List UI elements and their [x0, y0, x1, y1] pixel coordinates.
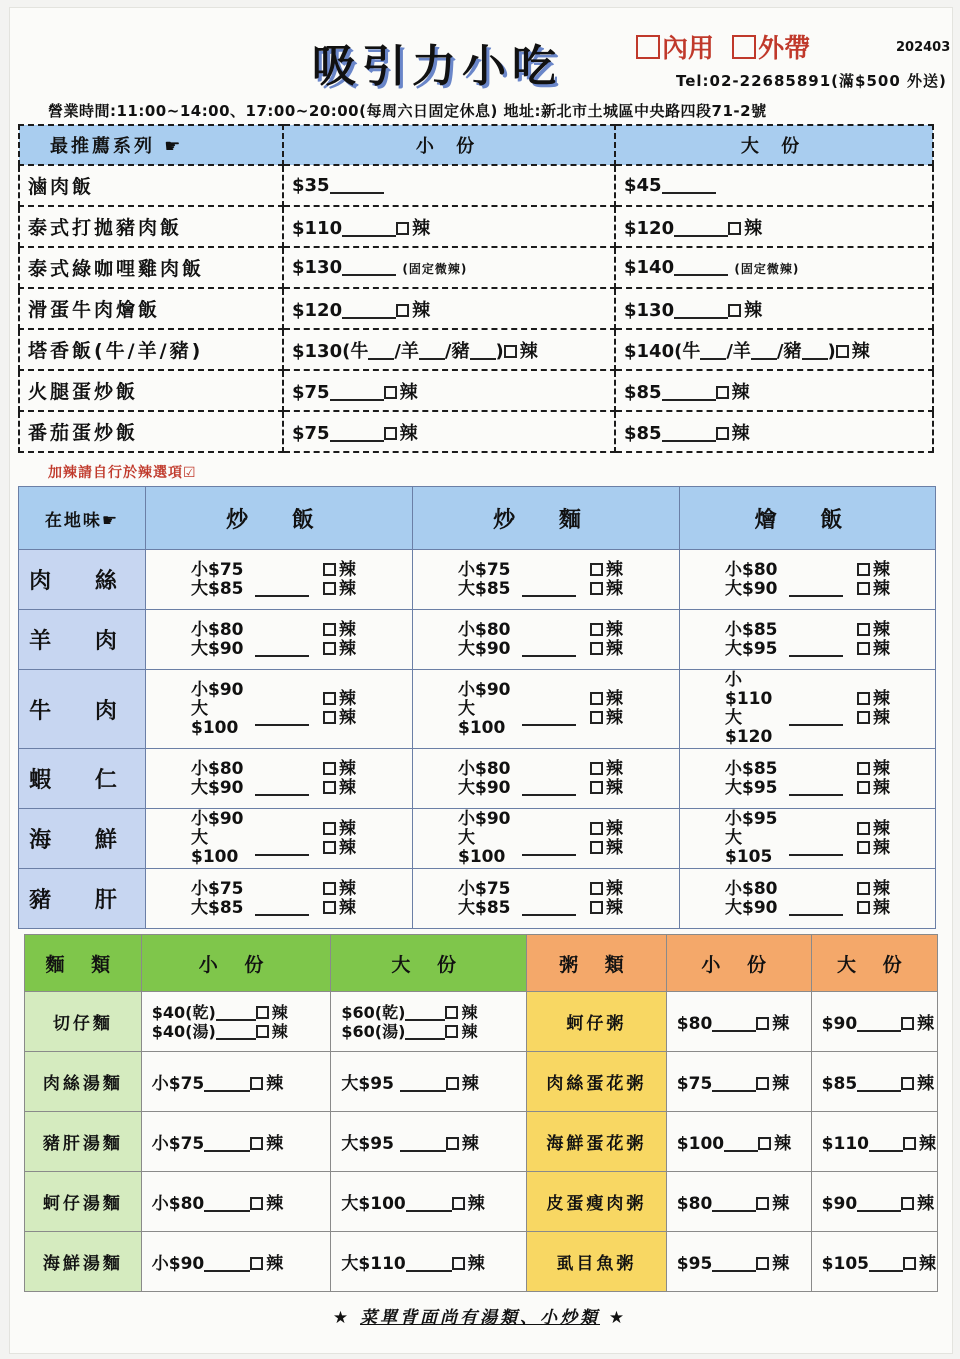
- qty-line[interactable]: [330, 383, 384, 401]
- spicy-checkbox[interactable]: [590, 623, 603, 636]
- spicy-checkbox[interactable]: [590, 882, 603, 895]
- congee-large: $85 辣: [811, 1052, 937, 1112]
- menu-code: 202403: [896, 40, 951, 55]
- dish-name: 泰式打拋豬肉飯: [19, 206, 283, 247]
- spicy-checkbox[interactable]: [590, 822, 603, 835]
- spicy-checkbox[interactable]: [857, 762, 870, 775]
- star-icon: ★: [608, 1308, 628, 1328]
- table-row: [25, 992, 938, 1052]
- spicy-checkbox[interactable]: [857, 781, 870, 794]
- qty-line[interactable]: [216, 1003, 256, 1021]
- local-price-cell: 小$90 大$100 辣 辣: [413, 670, 680, 749]
- spicy-checkbox[interactable]: [590, 582, 603, 595]
- spicy-checkbox[interactable]: [756, 1197, 769, 1210]
- qty-line[interactable]: [789, 822, 843, 856]
- qty-line[interactable]: [330, 424, 384, 442]
- spicy-checkbox[interactable]: [901, 1197, 914, 1210]
- noodle-small: 小$75 辣: [141, 1112, 331, 1172]
- local-dish-name: 豬 肝: [19, 869, 146, 929]
- dine-in-label: 內用: [662, 34, 715, 64]
- congee-small: $80 辣: [666, 992, 811, 1052]
- qty-line[interactable]: [204, 1074, 250, 1092]
- local-price-cell: 小$80 大$90 辣 辣: [146, 610, 413, 670]
- spicy-checkbox[interactable]: [756, 1257, 769, 1270]
- spicy-checkbox[interactable]: [857, 711, 870, 724]
- noodle-header: 麵 類: [25, 935, 142, 992]
- qty-line[interactable]: [712, 1194, 756, 1212]
- local-price-cell: 小$85 大$95 辣 辣: [680, 749, 936, 809]
- noodle-name: 肉絲湯麵: [25, 1052, 142, 1112]
- qty-line[interactable]: [869, 1134, 903, 1152]
- takeout-label: 外帶: [758, 34, 811, 64]
- spicy-checkbox[interactable]: [590, 711, 603, 724]
- qty-line[interactable]: [789, 623, 843, 657]
- spicy-checkbox[interactable]: [590, 692, 603, 705]
- local-price-cell: 小$75 大$85 辣 辣: [146, 550, 413, 610]
- noodle-small: 小$90 辣: [141, 1232, 331, 1292]
- spicy-checkbox[interactable]: [857, 582, 870, 595]
- table-row: [19, 165, 933, 206]
- qty-line[interactable]: [522, 623, 576, 657]
- business-hours: 營業時間:11:00~14:00、17:00~20:00(每周六日固定休息) 地址:新北市土城區中央路四段71-2號: [48, 102, 767, 120]
- qty-line[interactable]: [802, 342, 828, 360]
- noodle-large: 大$110 辣: [331, 1232, 527, 1292]
- qty-line[interactable]: [368, 342, 394, 360]
- noodle-large: $60(乾) 辣 $60(湯) 辣: [331, 992, 527, 1052]
- noodle-name: 蚵仔湯麵: [25, 1172, 142, 1232]
- qty-line[interactable]: [419, 342, 445, 360]
- congee-small: $75 辣: [666, 1052, 811, 1112]
- spicy-checkbox[interactable]: [903, 1257, 916, 1270]
- spicy-checkbox[interactable]: [250, 1137, 263, 1150]
- qty-line[interactable]: [662, 424, 716, 442]
- noodle-large: 大$100 辣: [331, 1172, 527, 1232]
- local-price-cell: 小$110 大$120 辣 辣: [680, 670, 936, 749]
- large-price: $45: [615, 165, 933, 206]
- local-price-cell: 小$95 大$105 辣 辣: [680, 809, 936, 869]
- qty-line[interactable]: [522, 822, 576, 856]
- spicy-checkbox[interactable]: [323, 692, 336, 705]
- spicy-checkbox[interactable]: [323, 822, 336, 835]
- small-price: $75 辣: [283, 370, 615, 411]
- table-row: [19, 206, 933, 247]
- dine-in-checkbox[interactable]: [636, 35, 660, 59]
- table-row: [25, 1172, 938, 1232]
- noodle-small: 小$80 辣: [141, 1172, 331, 1232]
- qty-line[interactable]: [330, 176, 384, 194]
- local-price-cell: 小$90 大$100 辣 辣: [146, 670, 413, 749]
- spicy-checkbox[interactable]: [836, 345, 849, 358]
- qty-line[interactable]: [522, 692, 576, 726]
- takeout-checkbox[interactable]: [732, 35, 756, 59]
- small-price: $130(牛 /羊 /豬 ) 辣: [283, 329, 615, 370]
- congee-large: $110 辣: [811, 1112, 937, 1172]
- local-table: [18, 486, 936, 929]
- local-price-cell: 小$85 大$95 辣 辣: [680, 610, 936, 670]
- spicy-checkbox[interactable]: [323, 781, 336, 794]
- spicy-checkbox[interactable]: [384, 427, 397, 440]
- qty-line[interactable]: [674, 258, 728, 276]
- spicy-checkbox[interactable]: [250, 1257, 263, 1270]
- qty-line[interactable]: [522, 762, 576, 796]
- spicy-checkbox[interactable]: [728, 304, 741, 317]
- qty-line[interactable]: [255, 563, 309, 597]
- congee-small: $80 辣: [666, 1172, 811, 1232]
- congee-name: 皮蛋瘦肉粥: [527, 1172, 667, 1232]
- large-price: $130 辣: [615, 288, 933, 329]
- spicy-checkbox[interactable]: [452, 1257, 465, 1270]
- dish-name: 滷肉飯: [19, 165, 283, 206]
- spicy-checkbox[interactable]: [323, 841, 336, 854]
- fried-rice-header: 炒 飯: [146, 487, 413, 550]
- spicy-checkbox[interactable]: [590, 901, 603, 914]
- qty-line[interactable]: [700, 342, 726, 360]
- spicy-checkbox[interactable]: [323, 711, 336, 724]
- restaurant-title: 吸引力小吃: [312, 41, 562, 92]
- congee-small: $100 辣: [666, 1112, 811, 1172]
- spicy-checkbox[interactable]: [901, 1077, 914, 1090]
- spicy-checkbox[interactable]: [256, 1006, 269, 1019]
- local-price-cell: 小$80 大$90 辣 辣: [413, 610, 680, 670]
- table-row: [19, 670, 936, 749]
- table-row: [25, 1052, 938, 1112]
- dish-name: 滑蛋牛肉燴飯: [19, 288, 283, 329]
- small-price: $35: [283, 165, 615, 206]
- congee-name: 虱目魚粥: [527, 1232, 667, 1292]
- qty-line[interactable]: [255, 762, 309, 796]
- noodle-large: 大$95 辣: [331, 1112, 527, 1172]
- congee-name: 蚵仔粥: [527, 992, 667, 1052]
- large-price: $140(牛 /羊 /豬 ) 辣: [615, 329, 933, 370]
- spicy-checkbox[interactable]: [857, 642, 870, 655]
- footer-note: [0, 1303, 960, 1328]
- local-price-cell: 小$75 大$85 辣 辣: [413, 869, 680, 929]
- small-price: $75 辣: [283, 411, 615, 452]
- congee-small: $95 辣: [666, 1232, 811, 1292]
- dish-name: 火腿蛋炒飯: [19, 370, 283, 411]
- local-price-cell: 小$75 大$85 辣 辣: [413, 550, 680, 610]
- spicy-checkbox[interactable]: [857, 901, 870, 914]
- spicy-checkbox[interactable]: [758, 1137, 771, 1150]
- local-header: 在地味☛: [19, 487, 146, 550]
- spicy-checkbox[interactable]: [716, 386, 729, 399]
- congee-name: 肉絲蛋花粥: [527, 1052, 667, 1112]
- table-row: [19, 809, 936, 869]
- local-dish-name: 海 鮮: [19, 809, 146, 869]
- table-header: [25, 935, 938, 992]
- star-icon: ★: [332, 1308, 352, 1328]
- congee-small-header: 小 份: [666, 935, 811, 992]
- large-price: $140 (固定微辣): [615, 247, 933, 288]
- qty-line[interactable]: [789, 882, 843, 916]
- pointing-hand-icon: ☛: [101, 510, 120, 531]
- spicy-checkbox[interactable]: [323, 762, 336, 775]
- footer-text: 菜單背面尚有湯類、小炒類: [360, 1308, 600, 1328]
- qty-line[interactable]: [204, 1254, 250, 1272]
- dish-name: 泰式綠咖哩雞肉飯: [19, 247, 283, 288]
- spicy-note: 加辣請自行於辣選項☑: [48, 465, 197, 481]
- local-price-cell: 小$75 大$85 辣 辣: [146, 869, 413, 929]
- dish-name: 塔香飯(牛/羊/豬): [19, 329, 283, 370]
- qty-line[interactable]: [255, 822, 309, 856]
- spicy-checkbox[interactable]: [396, 222, 409, 235]
- qty-line[interactable]: [712, 1074, 756, 1092]
- local-price-cell: 小$90 大$100 辣 辣: [413, 809, 680, 869]
- large-price: $120 辣: [615, 206, 933, 247]
- qty-line[interactable]: [662, 176, 716, 194]
- spicy-checkbox[interactable]: [445, 1006, 458, 1019]
- qty-line[interactable]: [405, 1003, 445, 1021]
- qty-line[interactable]: [255, 623, 309, 657]
- large-header: 大 份: [615, 125, 933, 165]
- table-row: [19, 550, 936, 610]
- small-header: 小 份: [283, 125, 615, 165]
- qty-line[interactable]: [857, 1014, 901, 1032]
- qty-line[interactable]: [869, 1254, 903, 1272]
- qty-line[interactable]: [216, 1022, 256, 1040]
- spicy-checkbox[interactable]: [901, 1017, 914, 1030]
- spicy-checkbox[interactable]: [250, 1197, 263, 1210]
- qty-line[interactable]: [405, 1022, 445, 1040]
- spicy-checkbox[interactable]: [323, 901, 336, 914]
- spicy-checkbox[interactable]: [857, 692, 870, 705]
- local-price-cell: 小$80 大$90 辣 辣: [680, 869, 936, 929]
- noodle-small-header: 小 份: [141, 935, 331, 992]
- qty-line[interactable]: [789, 762, 843, 796]
- table-row: [19, 370, 933, 411]
- spicy-checkbox[interactable]: [250, 1077, 263, 1090]
- spicy-checkbox[interactable]: [857, 623, 870, 636]
- telephone: Tel:02-22685891(滿$500 外送): [676, 72, 947, 90]
- small-price: $120 辣: [283, 288, 615, 329]
- table-header: [19, 487, 936, 550]
- table-row: [19, 610, 936, 670]
- table-row: [19, 288, 933, 329]
- table-row: [25, 1112, 938, 1172]
- qty-line[interactable]: [400, 1074, 446, 1092]
- local-dish-name: 羊 肉: [19, 610, 146, 670]
- local-dish-name: 肉 絲: [19, 550, 146, 610]
- congee-large: $90 辣: [811, 1172, 937, 1232]
- table-row: [25, 1232, 938, 1292]
- noodle-large: 大$95 辣: [331, 1052, 527, 1112]
- spicy-checkbox[interactable]: [590, 781, 603, 794]
- spicy-checkbox[interactable]: [716, 427, 729, 440]
- qty-line[interactable]: [204, 1194, 250, 1212]
- qty-line[interactable]: [255, 882, 309, 916]
- large-price: $85 辣: [615, 411, 933, 452]
- recommended-header: 最推薦系列 ☛: [19, 125, 283, 165]
- large-price: $85 辣: [615, 370, 933, 411]
- spicy-checkbox[interactable]: [857, 882, 870, 895]
- local-price-cell: 小$80 大$90 辣 辣: [146, 749, 413, 809]
- qty-line[interactable]: [400, 1134, 446, 1152]
- noodle-name: 切仔麵: [25, 992, 142, 1052]
- spicy-checkbox[interactable]: [446, 1137, 459, 1150]
- congee-large-header: 大 份: [811, 935, 937, 992]
- local-price-cell: 小$80 大$90 辣 辣: [413, 749, 680, 809]
- qty-line[interactable]: [724, 1134, 758, 1152]
- table-row: [19, 869, 936, 929]
- spicy-checkbox[interactable]: [446, 1077, 459, 1090]
- local-dish-name: 蝦 仁: [19, 749, 146, 809]
- local-price-cell: 小$90 大$100 辣 辣: [146, 809, 413, 869]
- table-row: [19, 329, 933, 370]
- small-price: $110 辣: [283, 206, 615, 247]
- spicy-checkbox[interactable]: [590, 841, 603, 854]
- spicy-checkbox[interactable]: [504, 345, 517, 358]
- rice-sauce-header: 燴 飯: [680, 487, 936, 550]
- spicy-checkbox[interactable]: [323, 582, 336, 595]
- spicy-checkbox[interactable]: [857, 841, 870, 854]
- qty-line[interactable]: [342, 219, 396, 237]
- recommended-table: [18, 124, 934, 453]
- local-dish-name: 牛 肉: [19, 670, 146, 749]
- qty-line[interactable]: [857, 1074, 901, 1092]
- fried-noodle-header: 炒 麵: [413, 487, 680, 550]
- spicy-checkbox[interactable]: [323, 623, 336, 636]
- qty-line[interactable]: [674, 219, 728, 237]
- spicy-checkbox[interactable]: [903, 1137, 916, 1150]
- spicy-checkbox[interactable]: [728, 222, 741, 235]
- noodle-name: 海鮮湯麵: [25, 1232, 142, 1292]
- qty-line[interactable]: [342, 301, 396, 319]
- qty-line[interactable]: [712, 1254, 756, 1272]
- qty-line[interactable]: [522, 882, 576, 916]
- table-row: [19, 749, 936, 809]
- noodle-name: 豬肝湯麵: [25, 1112, 142, 1172]
- spicy-checkbox[interactable]: [323, 563, 336, 576]
- table-header: [19, 125, 933, 165]
- noodle-congee-table: [24, 934, 938, 1292]
- spicy-checkbox[interactable]: [857, 822, 870, 835]
- pointing-hand-icon: ☛: [164, 136, 184, 157]
- qty-line[interactable]: [255, 692, 309, 726]
- spicy-checkbox[interactable]: [256, 1025, 269, 1038]
- qty-line[interactable]: [406, 1194, 452, 1212]
- spicy-checkbox[interactable]: [323, 642, 336, 655]
- table-row: [19, 411, 933, 452]
- spicy-checkbox[interactable]: [590, 563, 603, 576]
- qty-line[interactable]: [857, 1194, 901, 1212]
- qty-line[interactable]: [662, 383, 716, 401]
- qty-line[interactable]: [789, 563, 843, 597]
- spicy-checkbox[interactable]: [857, 563, 870, 576]
- noodle-small: $40(乾) 辣 $40(湯) 辣: [141, 992, 331, 1052]
- spicy-checkbox[interactable]: [590, 642, 603, 655]
- spicy-checkbox[interactable]: [756, 1017, 769, 1030]
- spicy-checkbox[interactable]: [445, 1025, 458, 1038]
- qty-line[interactable]: [406, 1254, 452, 1272]
- qty-line[interactable]: [712, 1014, 756, 1032]
- congee-name: 海鮮蛋花粥: [527, 1112, 667, 1172]
- noodle-small: 小$75 辣: [141, 1052, 331, 1112]
- congee-large: $90 辣: [811, 992, 937, 1052]
- spicy-checkbox[interactable]: [590, 762, 603, 775]
- spicy-checkbox[interactable]: [396, 304, 409, 317]
- qty-line[interactable]: [751, 342, 777, 360]
- spicy-checkbox[interactable]: [452, 1197, 465, 1210]
- congee-large: $105 辣: [811, 1232, 937, 1292]
- qty-line[interactable]: [470, 342, 496, 360]
- local-price-cell: 小$80 大$90 辣 辣: [680, 550, 936, 610]
- noodle-large-header: 大 份: [331, 935, 527, 992]
- qty-line[interactable]: [522, 563, 576, 597]
- spicy-checkbox[interactable]: [384, 386, 397, 399]
- order-type: [636, 28, 810, 65]
- spicy-checkbox[interactable]: [756, 1077, 769, 1090]
- qty-line[interactable]: [674, 301, 728, 319]
- table-row: [19, 247, 933, 288]
- congee-header: 粥 類: [527, 935, 667, 992]
- dish-name: 番茄蛋炒飯: [19, 411, 283, 452]
- qty-line[interactable]: [789, 692, 843, 726]
- qty-line[interactable]: [204, 1134, 250, 1152]
- small-price: $130 (固定微辣): [283, 247, 615, 288]
- spicy-checkbox[interactable]: [323, 882, 336, 895]
- qty-line[interactable]: [342, 258, 396, 276]
